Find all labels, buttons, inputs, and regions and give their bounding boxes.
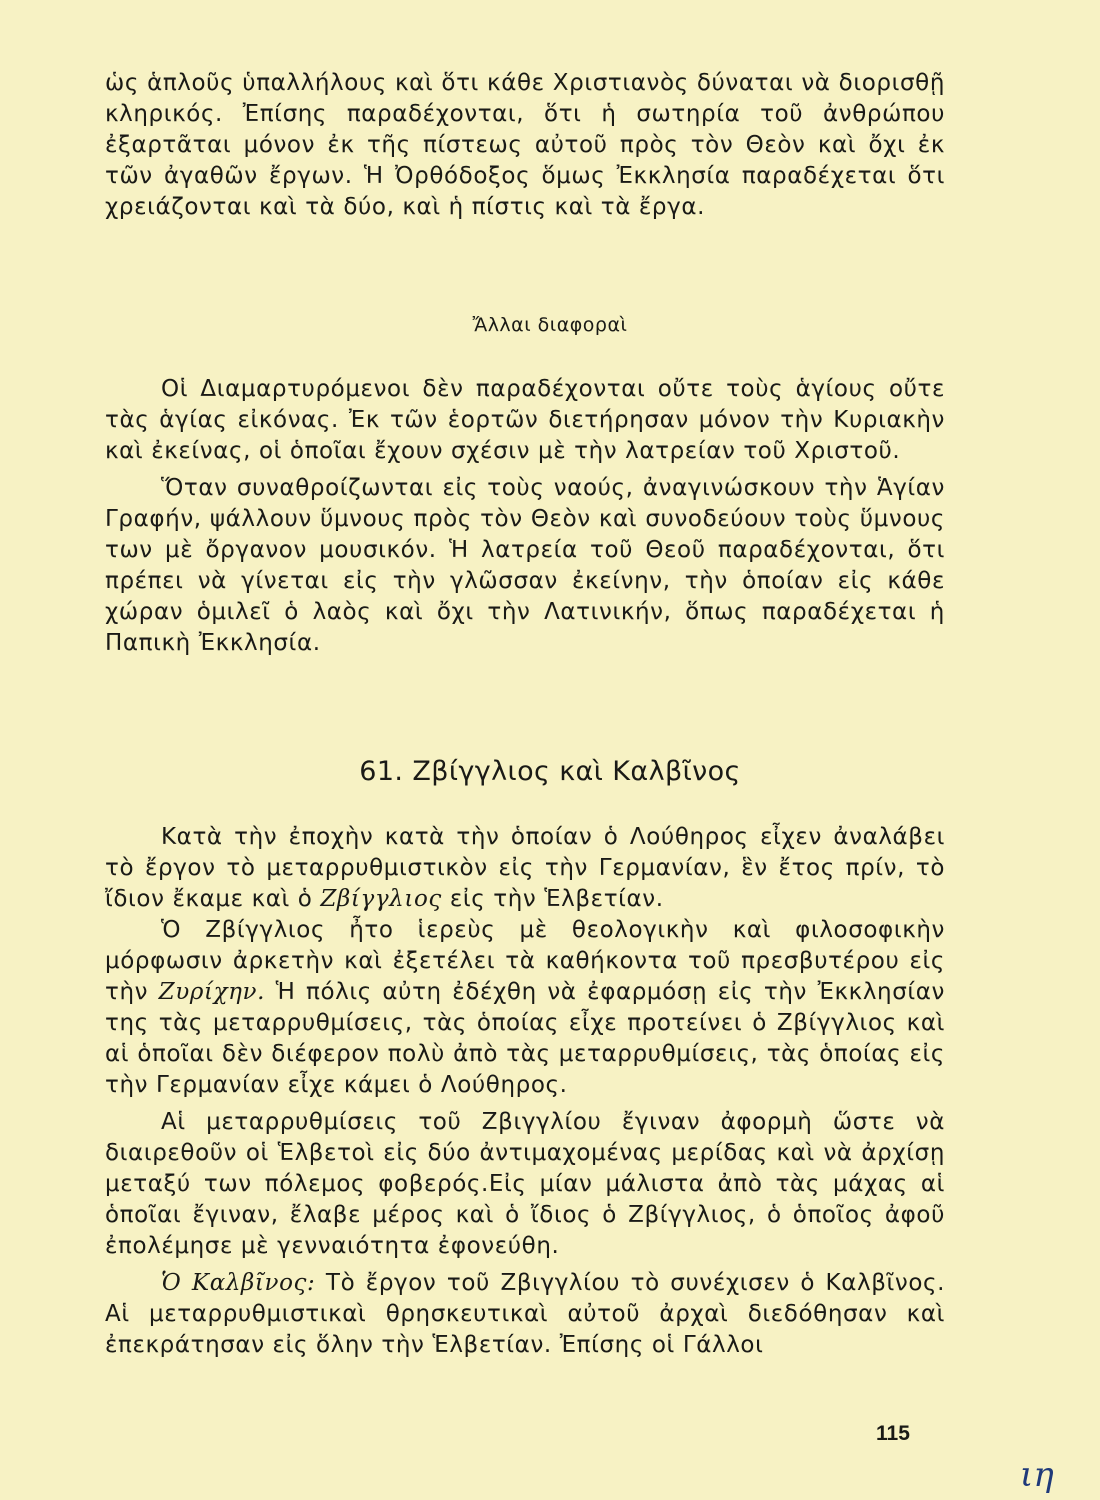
paragraph-calvin xyxy=(105,1268,945,1361)
paragraph-zwingli-1 xyxy=(105,822,945,915)
paragraph-text: Ὁ Ζβίγγλιος ἦτο ἱερεὺς μὲ θεολογικὴν καὶ φιλοσοφικὴν μόρφωσιν ἀρκετὴν καὶ ἐξετέλει τὰ καθήκοντα τοῦ πρεσβυτέρου εἰς τὴν xyxy=(105,917,945,1005)
paragraph-text: Τὸ ἔργον τοῦ Ζβιγγλίου τὸ συνέχισεν ὁ Καλβῖνος. Αἱ μεταρρυθμιστικαὶ θρησκευτικαὶ αὐτοῦ ἀρχαὶ διεδόθησαν καὶ ἐπεκράτησαν εἰς ὅλην τὴν Ἑλβετίαν. Ἐπίσης οἱ Γάλλοι xyxy=(105,1270,945,1358)
paragraph-zwingli-3: Αἱ μεταρρυθμίσεις τοῦ Ζβιγγλίου ἔγιναν ἀφορμὴ ὥστε νὰ διαιρεθοῦν οἱ Ἑλβετοὶ εἰς δύο ἀντιμαχομένας μερίδας καὶ νὰ ἀρχίσῃ μεταξύ των πόλεμος φοβερός.Εἰς μίαν μάλιστα ἀπὸ τὰς μάχας αἱ ὁποῖαι ἔγιναν, ἔλαβε μέρος καὶ ὁ ἴδιος ὁ Ζβίγγλιος, ὁ ὁποῖος ἀφοῦ ἐπολέμησε μὲ γενναιότητα ἐφονεύθη. xyxy=(105,1109,945,1259)
text-block-differences xyxy=(105,374,945,659)
paragraph-top: ὡς ἁπλοῦς ὑπαλλήλους καὶ ὅτι κάθε Χριστιανὸς δύναται νὰ διορισθῇ κληρικός. Ἐπίσης παραδέχονται, ὅτι ἡ σωτηρία τοῦ ἀνθρώπου ἐξαρτᾶται μόνον ἐκ τῆς πίστεως αὐτοῦ πρὸς τὸν Θεὸν καὶ ὄχι ἐκ τῶν ἀγαθῶν ἔργων. Ἡ Ὀρθόδοξος ὅμως Ἐκκλησία παραδέχεται ὅτι χρειάζονται καὶ τὰ δύο, καὶ ἡ πίστις καὶ τὰ ἔργα. xyxy=(105,70,945,220)
paragraph-text: Ἡ πόλις αὐτη ἐδέχθη νὰ ἐφαρμόσῃ εἰς τὴν Ἐκκλησίαν της τὰς μεταρρυθμίσεις, τὰς ὁποίας εἶχε προτείνει ὁ Ζβίγγλιος καὶ αἱ ὁποῖαι δὲν διέφερον πολὺ ἀπὸ τὰς μεταρρυθμίσεις, τὰς ὁποίας εἰς τὴν Γερμανίαν εἶχε κάμει ὁ Λούθηρος. xyxy=(105,979,945,1098)
italic-place: Ζυρίχην. xyxy=(158,979,265,1005)
handwritten-annotation: ιη xyxy=(1020,1455,1054,1495)
paragraph-differences-2: Ὅταν συναθροίζωνται εἰς τοὺς ναούς, ἀναγινώσκουν τὴν Ἁγίαν Γραφήν, ψάλλουν ὕμνους πρὸς τὸν Θεὸν καὶ συνοδεύουν τοὺς ὕμνους των μὲ ὄργανον μουσικόν. Ἡ λατρεία τοῦ Θεοῦ παραδέχονται, ὅτι πρέπει νὰ γίνεται εἰς τὴν γλῶσσαν ἐκείνην, τὴν ὁποίαν εἰς κάθε χώραν ὁμιλεῖ ὁ λαὸς καὶ ὄχι τὴν Λατινικήν, ὅπως παραδέχεται ἡ Παπικὴ Ἐκκλησία. xyxy=(105,475,945,656)
paragraph-text: εἰς τὴν Ἑλβετίαν. xyxy=(441,886,664,912)
italic-name: Ζβίγγλιος xyxy=(320,886,442,912)
paragraph-zwingli-2 xyxy=(105,915,945,1101)
italic-heading: Ὁ Καλβῖνος: xyxy=(161,1270,316,1296)
text-block-zwingli xyxy=(105,822,945,1361)
subheading: Ἄλλαι διαφοραὶ xyxy=(472,314,628,336)
paragraph-text: Κατὰ τὴν ἐποχὴν κατὰ τὴν ὁποίαν ὁ Λούθηρος εἶχεν ἀναλάβει τὸ ἔργον τὸ μεταρρυθμιστικὸν εἰς τὴν Γερμανίαν, ἓν ἔτος πρίν, τὸ ἴδιον ἔκαμε καὶ ὁ xyxy=(105,824,945,912)
paragraph-differences-1: Οἱ Διαμαρτυρόμενοι δὲν παραδέχονται οὔτε τοὺς ἁγίους οὔτε τὰς ἁγίας εἰκόνας. Ἐκ τῶν ἑορτῶν διετήρησαν μόνον τὴν Κυριακὴν καὶ ἐκείνας, οἱ ὁποῖαι ἔχουν σχέσιν μὲ τὴν λατρείαν τοῦ Χριστοῦ. xyxy=(105,376,945,464)
text-block-top xyxy=(105,68,945,223)
section-title: 61. Ζβίγγλιος καὶ Καλβῖνος xyxy=(359,756,741,787)
page-number: 115 xyxy=(876,1422,910,1445)
